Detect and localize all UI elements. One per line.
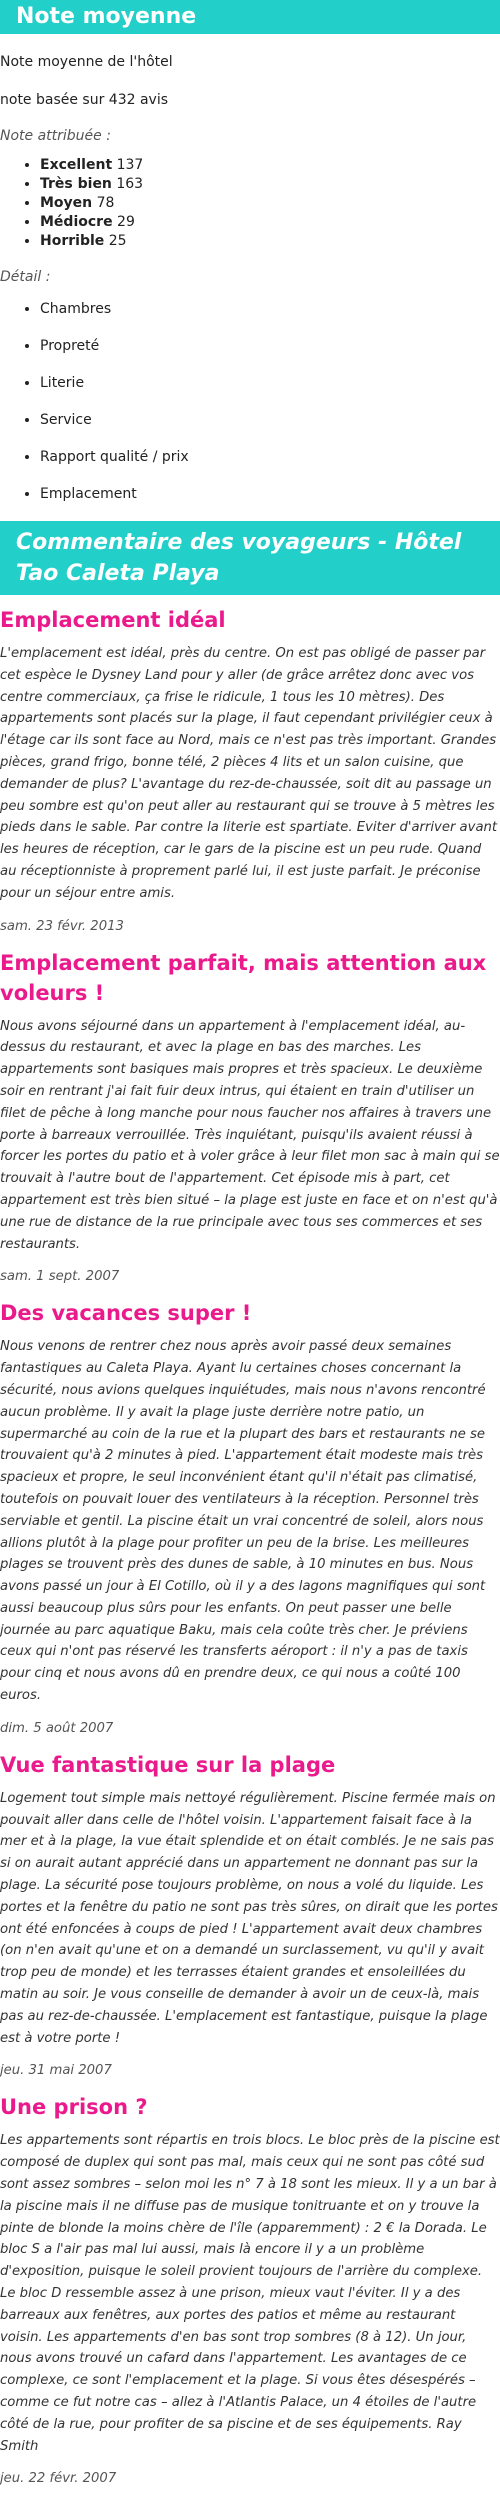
review-date: sam. 23 févr. 2013 [0, 918, 124, 934]
review [0, 1298, 500, 1736]
rating-label: Médiocre [40, 214, 113, 230]
header-title: Note moyenne [16, 4, 197, 29]
page-header [0, 0, 500, 34]
review-date: dim. 5 août 2007 [0, 1720, 114, 1736]
hotel-rating-label: Note moyenne de l'hôtel [0, 54, 173, 70]
review-date: sam. 1 sept. 2007 [0, 1269, 120, 1285]
rating-item [40, 232, 500, 251]
rating-count: 163 [116, 176, 144, 192]
rating-count: 25 [108, 233, 127, 249]
rating-item [40, 156, 500, 175]
review-count: note basée sur 432 avis [0, 92, 169, 108]
review-date: jeu. 22 févr. 2007 [0, 2471, 117, 2487]
comments-title: Commentaire des voyageurs - Hôtel Tao Caleta Playa [16, 530, 462, 586]
review [0, 1750, 500, 2079]
detail-item: • Emplacement [40, 484, 500, 504]
rating-label: Moyen [40, 195, 93, 211]
rating-label: Très bien [40, 176, 112, 192]
detail-item: • Literie [40, 373, 500, 393]
rating-count: 78 [96, 195, 115, 211]
reviews-list [0, 605, 500, 2486]
review-date: jeu. 31 mai 2007 [0, 2063, 112, 2079]
review-title: Emplacement parfait, mais attention aux voleurs ! [0, 950, 487, 1005]
detail-item: • Service [40, 410, 500, 430]
ratings-list [0, 156, 500, 251]
detail-item: • Rapport qualité / prix [40, 447, 500, 467]
rating-count: 137 [116, 157, 144, 173]
rating-summary [0, 52, 500, 504]
detail-label: Détail : [0, 269, 51, 285]
review [0, 948, 500, 1285]
rating-label: Horrible [40, 233, 105, 249]
rating-item [40, 194, 500, 213]
review-body: Nous venons de rentrer chez nous après avoir passé deux semaines fantastiques au Caleta Playa. Ayant lu certaines choses concernant la sécurité, nous avions quelques inquiétudes, mais nous n'avons rencontré aucun problème. Il y avait la plage juste derrière notre patio, un supermarché au coin de la rue et la plupart des bars et restaurants ne se trouvaient qu'à 2 minutes à pied. L'appartement était modeste mais très spacieux et propre, le seul inconvénient étant qu'il n'était pas climatisé, toutefois on pouvait louer des ventilateurs à la réception. Personnel très serviable et gentil. La piscine était un vrai concentré de soleil, alors nous allions plutôt à la plage pour profiter un peu de la brise. Les meilleures plages se trouvent près des dunes de sable, à 10 minutes en bus. Nous avons passé un jour à El Cotillo, où il y a des lagons magnifiques qui sont aussi beaucoup plus sûrs pour les enfants. On peut passer une belle journée au parc aquatique Baku, mais cela coûte très cher. Je préviens ceux qui n'ont pas réservé les transferts aéroport : il n'y a pas de taxis pour cinq et nous avons dû en prendre deux, ce qui nous a coûté 100 euros. [0, 1339, 486, 1704]
comments-header [0, 521, 500, 595]
review [0, 2092, 500, 2486]
rating-count: 29 [117, 214, 135, 230]
detail-item: • Propreté [40, 336, 500, 356]
rating-label: Excellent [40, 157, 113, 173]
detail-list [0, 299, 500, 504]
rating-item [40, 213, 500, 232]
ratings-label: Note attribuée : [0, 128, 111, 144]
review-body: Logement tout simple mais nettoyé régulièrement. Piscine fermée mais on pouvait aller dans celle de l'hôtel voisin. L'appartement faisait face à la mer et à la plage, la vue était splendide et on était comblés. Je ne sais pas si on aurait autant apprécié dans un appartement ne donnant pas sur la plage. La sécurité pose toujours problème, on nous a volé du liquide. Les portes et la fenêtre du patio ne sont pas très sûres, on dirait que les portes ont été enfoncées à coups de pied ! L'appartement avait deux chambres (on n'en avait qu'une et on a demandé un surclassement, vu qu'il y avait trop peu de monde) et les terrasses étaient grandes et ensoleillées du matin au soir. Je vous conseille de demander à avoir un de ceux-là, mais pas au rez-de-chaussée. L'emplacement est fantastique, puisque la plage est à votre porte ! [0, 1790, 498, 2046]
rating-item [40, 175, 500, 194]
review-title: Une prison ? [0, 2095, 148, 2120]
review-body: Les appartements sont répartis en trois blocs. Le bloc près de la piscine est composé de duplex qui sont pas mal, mais ceux qui ne sont pas côté sud sont assez sombres – selon moi les n° 7 à 18 sont les mieux. Il y a un bar à la piscine mais il ne diffuse pas de musique tonitruante et on y trouve la pinte de blonde la moins chère de l'île (apparemment) : 2 € la Dorada. Le bloc S a l'air pas mal lui aussi, mais là encore il y a un problème d'exposition, puisque le soleil provient toujours de l'arrière du complexe. Le bloc D ressemble assez à une prison, mieux vaut l'éviter. Il y a des barreaux aux fenêtres, aux portes des patios et même au restaurant voisin. Les appartements d'en bas sont trop sombres (8 à 12). Un jour, nous avons trouvé un cafard dans l'appartement. Les avantages de ce complexe, ce sont l'emplacement et la plage. Si vous êtes désespérés – comme ce fut notre cas – allez à l'Atlantis Palace, un 4 étoiles de l'autre côté de la rue, pour profiter de sa piscine et de ses équipements. Ray Smith [0, 2133, 500, 2454]
review-body: L'emplacement est idéal, près du centre. On est pas obligé de passer par cet espèce le Dysney Land pour y aller (de grâce arrêtez donc avec vos centre commerciaux, ça frise le ridicule, 1 tous les 10 mètres). Des appartements sont placés sur la plage, il faut cependant privilégier ceux à l'étage car ils sont face au Nord, mais ce n'est pas très important. Grandes pièces, grand frigo, bonne télé, 2 pièces 4 lits et un salon cuisine, que demander de plus? L'avantage du rez-de-chaussée, soit dit au passage un peu sombre est qu'on peut aller au restaurant qui se trouve à 5 mètres les pieds dans le sable. Par contre la literie est spartiate. Eviter d'arriver avant les heures de réception, car le gars de la piscine est un peu rude. Quand au réceptionniste à proprement parlé lui, il est juste parfait. Je préconise pour un séjour entre amis. [0, 646, 498, 901]
review [0, 605, 500, 934]
review-title: Vue fantastique sur la plage [0, 1752, 336, 1777]
review-body: Nous avons séjourné dans un appartement à l'emplacement idéal, au-dessus du restaurant, et avec la plage en bas des marches. Les appartements sont basiques mais propres et très spacieux. Le deuxième soir en rentrant j'ai fait fuir deux intrus, qui étaient en train d'utiliser un filet de pêche à long manche pour nous faucher nos affaires à travers une porte à barreaux verrouillée. Très inquiétant, puisqu'ils avaient réussi à forcer les portes du patio et à voler grâce à leur filet mon sac à main qui se trouvait à l'autre bout de l'appartement. Cet épisode mis à part, cet appartement est très bien situé – la plage est juste en face et on n'est qu'à une rue de distance de la rue principale avec tous ses commerces et ses restaurants. [0, 1018, 500, 1252]
detail-item: • Chambres [40, 299, 500, 319]
review-title: Des vacances super ! [0, 1301, 252, 1326]
review-title: Emplacement idéal [0, 608, 226, 632]
